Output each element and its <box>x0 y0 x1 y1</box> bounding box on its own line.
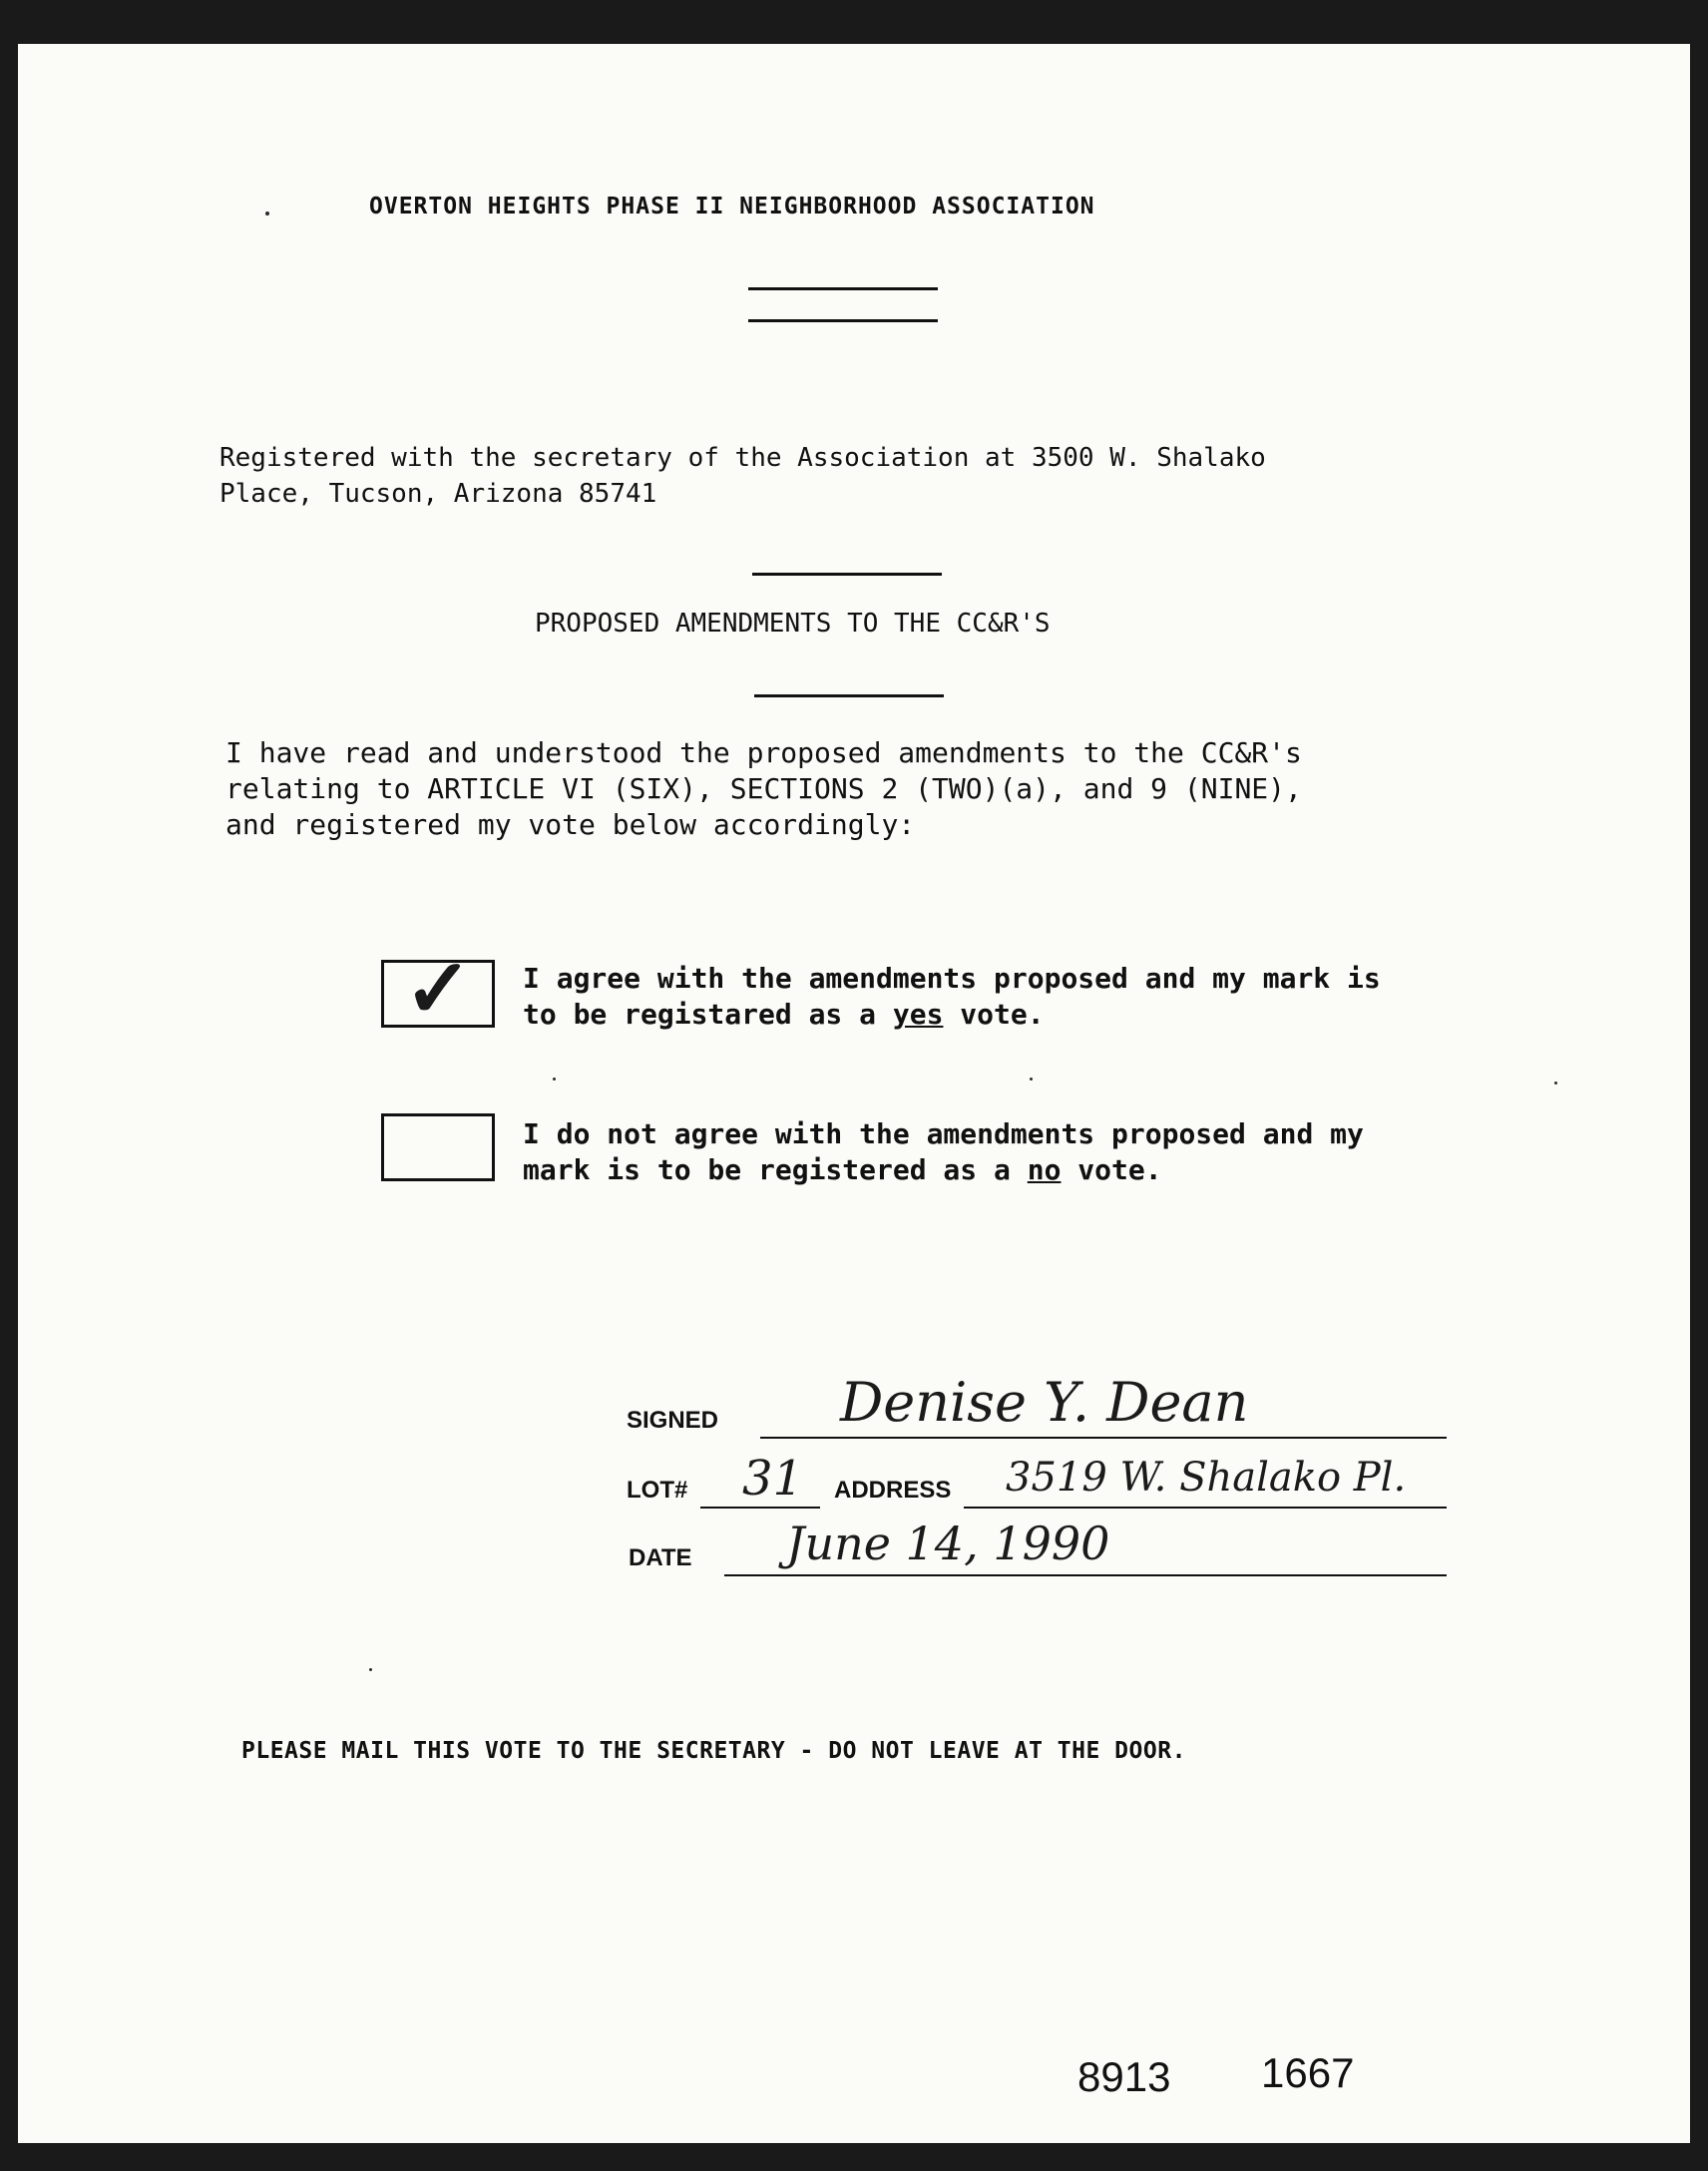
no-emphasis: no <box>1027 1153 1062 1186</box>
section-title: PROPOSED AMENDMENTS TO THE CC&R'S <box>535 609 1051 639</box>
statement-line-2: relating to ARTICLE VI (SIX), SECTIONS 2 (TWO)(a), and 9 (NINE), <box>225 772 1302 805</box>
header-divider-top <box>748 287 938 290</box>
no-vote-checkbox[interactable] <box>381 1113 495 1181</box>
doc-number-1: 8913 <box>1077 2053 1171 2100</box>
scan-speck <box>553 1078 556 1081</box>
scan-speck <box>369 1668 372 1671</box>
yes-option-line-2 <box>523 998 1045 1031</box>
ballot-page <box>18 44 1690 2143</box>
address-label: ADDRESS <box>834 1477 952 1504</box>
address-line <box>964 1507 1447 1509</box>
doc-number-2: 1667 <box>1261 2049 1355 2096</box>
registration-line-2: Place, Tucson, Arizona 85741 <box>219 479 657 509</box>
no-option-line-1: I do not agree with the amendments proposed and my <box>523 1117 1364 1150</box>
scan-speck <box>265 212 269 216</box>
scan-speck <box>1554 1082 1557 1085</box>
yes-option-text-before: to be registared as a <box>523 998 893 1031</box>
yes-option-text-after: vote. <box>943 998 1045 1031</box>
date-label: DATE <box>629 1544 692 1571</box>
yes-vote-checkbox[interactable] <box>381 941 495 1037</box>
association-title: OVERTON HEIGHTS PHASE II NEIGHBORHOOD ASSOCIATION <box>369 194 1095 219</box>
scan-speck <box>1030 1078 1033 1081</box>
mail-notice: PLEASE MAIL THIS VOTE TO THE SECRETARY - DO NOT LEAVE AT THE DOOR. <box>241 1738 1186 1764</box>
lot-label: LOT# <box>627 1477 688 1504</box>
section-divider-bottom <box>754 694 944 697</box>
yes-option-line-1: I agree with the amendments proposed and my mark is <box>523 962 1381 995</box>
signed-label: SIGNED <box>627 1407 719 1434</box>
date-value: June 14, 1990 <box>786 1517 1110 1570</box>
date-line <box>724 1574 1447 1576</box>
signed-line <box>760 1437 1447 1439</box>
address-value: 3519 W. Shalako Pl. <box>1006 1455 1407 1501</box>
no-option-line-2 <box>523 1153 1162 1186</box>
section-divider-top <box>752 573 942 576</box>
statement-line-1: I have read and understood the proposed amendments to the CC&R's <box>225 736 1302 769</box>
yes-emphasis: yes <box>892 998 944 1031</box>
signature-value: Denise Y. Dean <box>840 1371 1249 1434</box>
no-option-text-before: mark is to be registered as a <box>523 1153 1028 1186</box>
lot-line <box>700 1507 820 1509</box>
header-divider-bottom <box>748 319 938 322</box>
statement-line-3: and registered my vote below accordingly: <box>225 808 916 841</box>
registration-line-1: Registered with the secretary of the Association at 3500 W. Shalako <box>219 443 1266 473</box>
lot-value: 31 <box>742 1451 804 1507</box>
no-option-text-after: vote. <box>1061 1153 1162 1186</box>
check-mark-icon: ✓ <box>404 941 473 1037</box>
